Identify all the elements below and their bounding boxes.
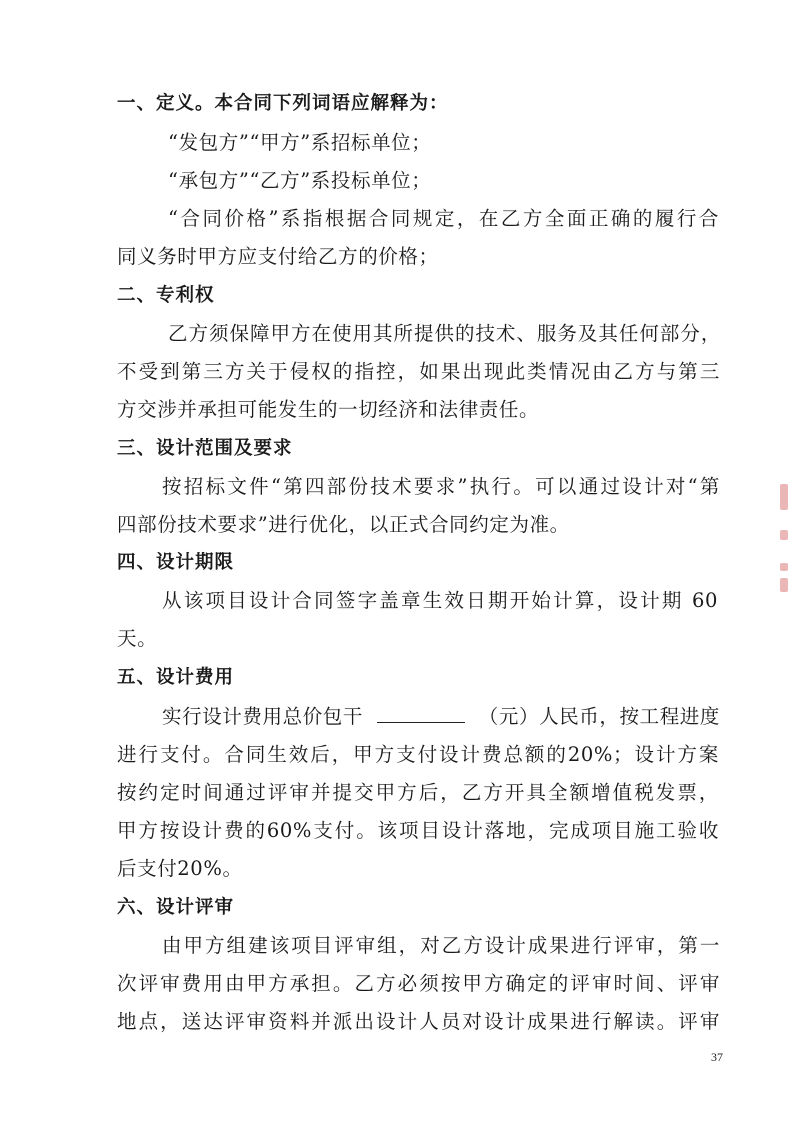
scope-paragraph-line-1: 按招标文件“第四部份技术要求”执行。可以通过设计对“第: [162, 475, 720, 498]
fee-paragraph-line-4: 甲方按设计费的60%支付。该项目设计落地，完成项目施工验收: [117, 819, 719, 842]
section-3-scope-heading: 三、设计范围及要求: [117, 438, 293, 459]
definition-employer: “发包方”“甲方”系招标单位；: [168, 131, 432, 154]
fee-paragraph-line-5: 后支付20%。: [117, 857, 243, 880]
fee-paragraph-line-2: 进行支付。合同生效后，甲方支付设计费总额的20%；设计方案: [117, 743, 719, 766]
period-paragraph-line-2: 天。: [117, 627, 158, 650]
section-2-patent-heading: 二、专利权: [117, 285, 215, 306]
section-1-definitions-heading: 一、定义。本合同下列词语应解释为：: [117, 93, 449, 114]
section-4-period-heading: 四、设计期限: [117, 552, 235, 573]
fee-amount-blank: [377, 704, 465, 723]
patent-paragraph-line-3: 方交涉并承担可能发生的一切经济和法律责任。: [117, 398, 540, 421]
seal-edge-mark: [780, 484, 788, 510]
fee-paragraph-line-1-rest: （元）人民币，按工程进度: [478, 705, 720, 728]
fee-paragraph-line-1: [162, 704, 720, 730]
patent-paragraph-line-2: 不受到第三方关于侵权的指控，如果出现此类情况由乙方与第三: [117, 360, 720, 383]
definition-contractor: “承包方”“乙方”系投标单位；: [168, 169, 432, 192]
period-paragraph-line-1: 从该项目设计合同签字盖章生效日期开始计算，设计期 60: [162, 589, 718, 612]
patent-paragraph-line-1: 乙方须保障甲方在使用其所提供的技术、服务及其任何部分，: [168, 322, 721, 345]
seal-edge-mark: [780, 563, 788, 571]
definition-contract-price-line-1: “合同价格”系指根据合同规定，在乙方全面正确的履行合: [168, 207, 719, 230]
definition-contract-price-line-2: 同义务时甲方应支付给乙方的价格；: [117, 245, 439, 268]
seal-edge-mark: [780, 530, 788, 540]
section-6-review-heading: 六、设计评审: [117, 897, 235, 918]
review-paragraph-line-3: 地点，送达评审资料并派出设计人员对设计成果进行解读。评审: [117, 1010, 720, 1033]
fee-paragraph-line-3: 按约定时间通过评审并提交甲方后，乙方开具全额增值税发票，: [117, 781, 719, 804]
seal-edge-mark: [780, 578, 788, 592]
scope-paragraph-line-2: 四部份技术要求”进行优化，以正式合同约定为准。: [117, 513, 570, 536]
page-number: 37: [711, 1050, 723, 1064]
review-paragraph-line-1: 由甲方组建该项目评审组，对乙方设计成果进行评审，第一: [162, 934, 720, 957]
review-paragraph-line-2: 次评审费用由甲方承担。乙方必须按甲方确定的评审时间、评审: [117, 972, 720, 995]
section-5-fee-heading: 五、设计费用: [117, 667, 235, 688]
fee-total-label: 实行设计费用总价包干: [162, 705, 364, 728]
